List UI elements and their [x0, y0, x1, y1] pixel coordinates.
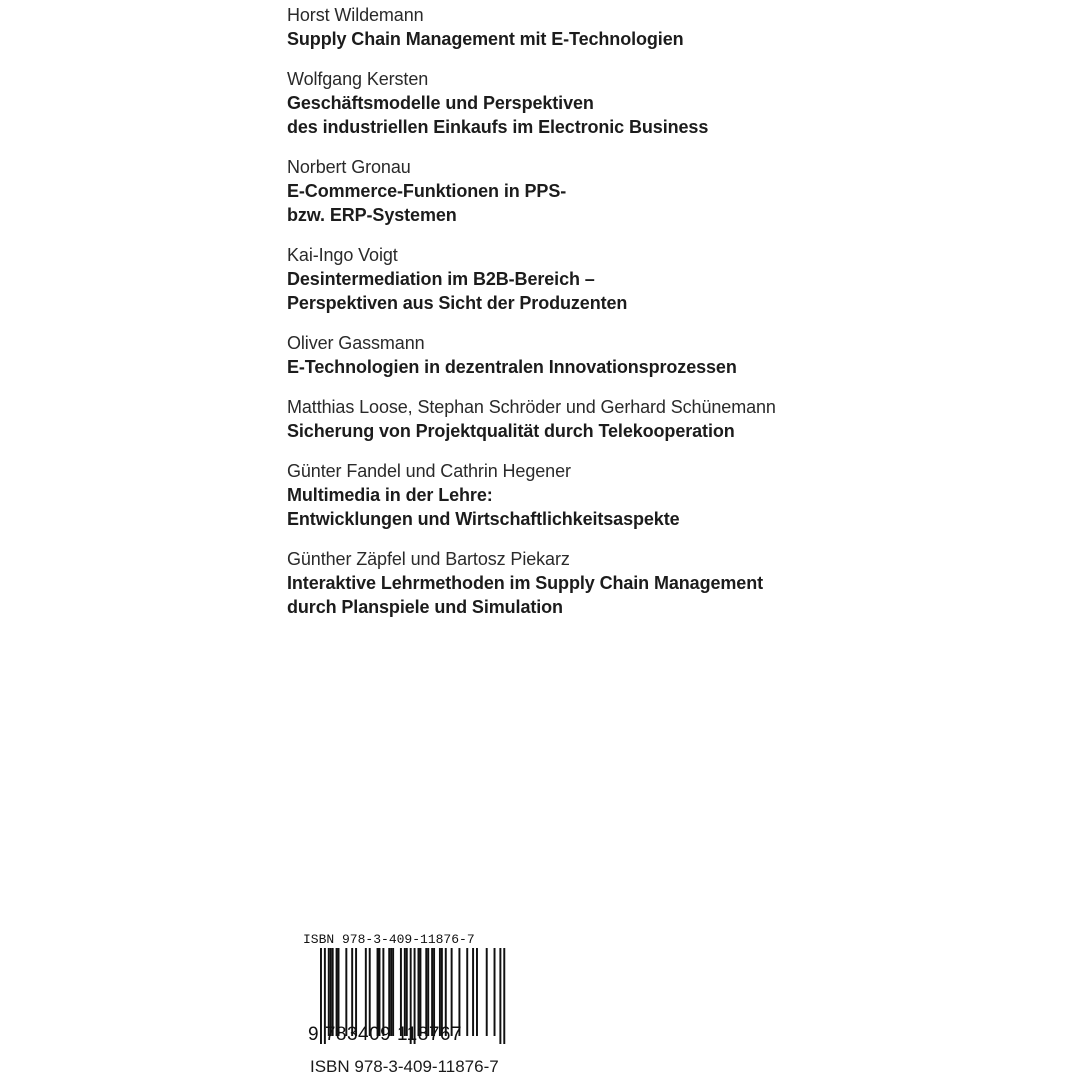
list-item	[287, 459, 847, 531]
barcode-bar	[418, 948, 420, 1036]
entry-author: Norbert Gronau	[287, 157, 411, 177]
barcode-bar	[377, 948, 379, 1036]
entry-title-line: des industriellen Einkaufs im Electronic Business	[287, 117, 709, 137]
barcode-bar	[328, 948, 330, 1036]
isbn-barcode	[303, 932, 533, 1044]
barcode-bar	[494, 948, 496, 1036]
barcode-bar	[427, 948, 429, 1036]
entry-title-line: E-Technologien in dezentralen Innovationsprozessen	[287, 357, 737, 377]
barcode-bar	[390, 948, 392, 1036]
barcode-bar	[486, 948, 488, 1036]
barcode-bar	[388, 948, 390, 1036]
barcode-bar	[351, 948, 353, 1036]
entry-author: Günter Fandel und Cathrin Hegener	[287, 461, 571, 481]
entry-title-line: Perspektiven aus Sicht der Produzenten	[287, 293, 628, 313]
barcode-bar	[336, 948, 338, 1036]
barcode-bar	[406, 948, 408, 1036]
barcode-bar	[332, 948, 334, 1036]
barcode-isbn-label: ISBN 978-3-409-11876-7	[303, 932, 475, 947]
barcode-bar	[451, 948, 453, 1036]
barcode-bar	[379, 948, 381, 1036]
barcode-bar	[365, 948, 367, 1036]
barcode-bar	[400, 948, 402, 1036]
barcode-bar	[499, 948, 501, 1044]
entry-title-line: Desintermediation im B2B-Bereich –	[287, 269, 595, 289]
barcode-bar	[445, 948, 447, 1036]
barcode-bar	[476, 948, 478, 1036]
barcode-bar	[433, 948, 435, 1036]
barcode-bar	[330, 948, 332, 1036]
barcode-bar	[419, 948, 421, 1036]
entry-author: Wolfgang Kersten	[287, 69, 429, 89]
entry-title-line: Entwicklungen und Wirtschaftlichkeitsaspekte	[287, 509, 680, 529]
barcode-bar	[338, 948, 340, 1036]
entry-title-line: Interaktive Lehrmethoden im Supply Chain Management	[287, 573, 763, 593]
entry-title-line: Sicherung von Projektqualität durch Telekooperation	[287, 421, 735, 441]
barcode-bar	[425, 948, 427, 1036]
contents-list	[287, 3, 847, 635]
barcode-bar	[472, 948, 474, 1036]
barcode-bar	[503, 948, 505, 1044]
entry-title-line: bzw. ERP-Systemen	[287, 205, 457, 225]
entry-author: Kai-Ingo Voigt	[287, 245, 398, 265]
entry-title-line: Supply Chain Management mit E-Technologien	[287, 29, 684, 49]
list-item	[287, 547, 847, 619]
barcode-bar	[382, 948, 384, 1036]
list-item	[287, 155, 847, 227]
entry-author: Oliver Gassmann	[287, 333, 425, 353]
barcode-bar	[355, 948, 357, 1036]
entry-author: Günther Zäpfel und Bartosz Piekarz	[287, 549, 570, 569]
list-item	[287, 331, 847, 379]
barcode-bar	[404, 948, 406, 1036]
barcode-bar	[392, 948, 394, 1036]
barcode-bar	[441, 948, 443, 1036]
barcode-digits: 9 783409 118767	[308, 1024, 463, 1045]
entry-title-line: Multimedia in der Lehre:	[287, 485, 493, 505]
isbn-number: ISBN 978-3-409-11876-7	[310, 1057, 499, 1076]
entry-title-line: durch Planspiele und Simulation	[287, 597, 563, 617]
entry-title-line: E-Commerce-Funktionen in PPS-	[287, 181, 567, 201]
barcode-bar	[466, 948, 468, 1036]
barcode-bar	[431, 948, 433, 1036]
barcode-bar	[458, 948, 460, 1036]
entry-title-line: Geschäftsmodelle und Perspektiven	[287, 93, 594, 113]
list-item	[287, 67, 847, 139]
barcode-bar	[439, 948, 441, 1036]
barcode-bar	[345, 948, 347, 1036]
list-item	[287, 243, 847, 315]
barcode-bar	[369, 948, 371, 1036]
entry-author: Matthias Loose, Stephan Schröder und Gerhard Schünemann	[287, 397, 776, 417]
list-item	[287, 3, 847, 51]
entry-author: Horst Wildemann	[287, 5, 424, 25]
list-item	[287, 395, 847, 443]
